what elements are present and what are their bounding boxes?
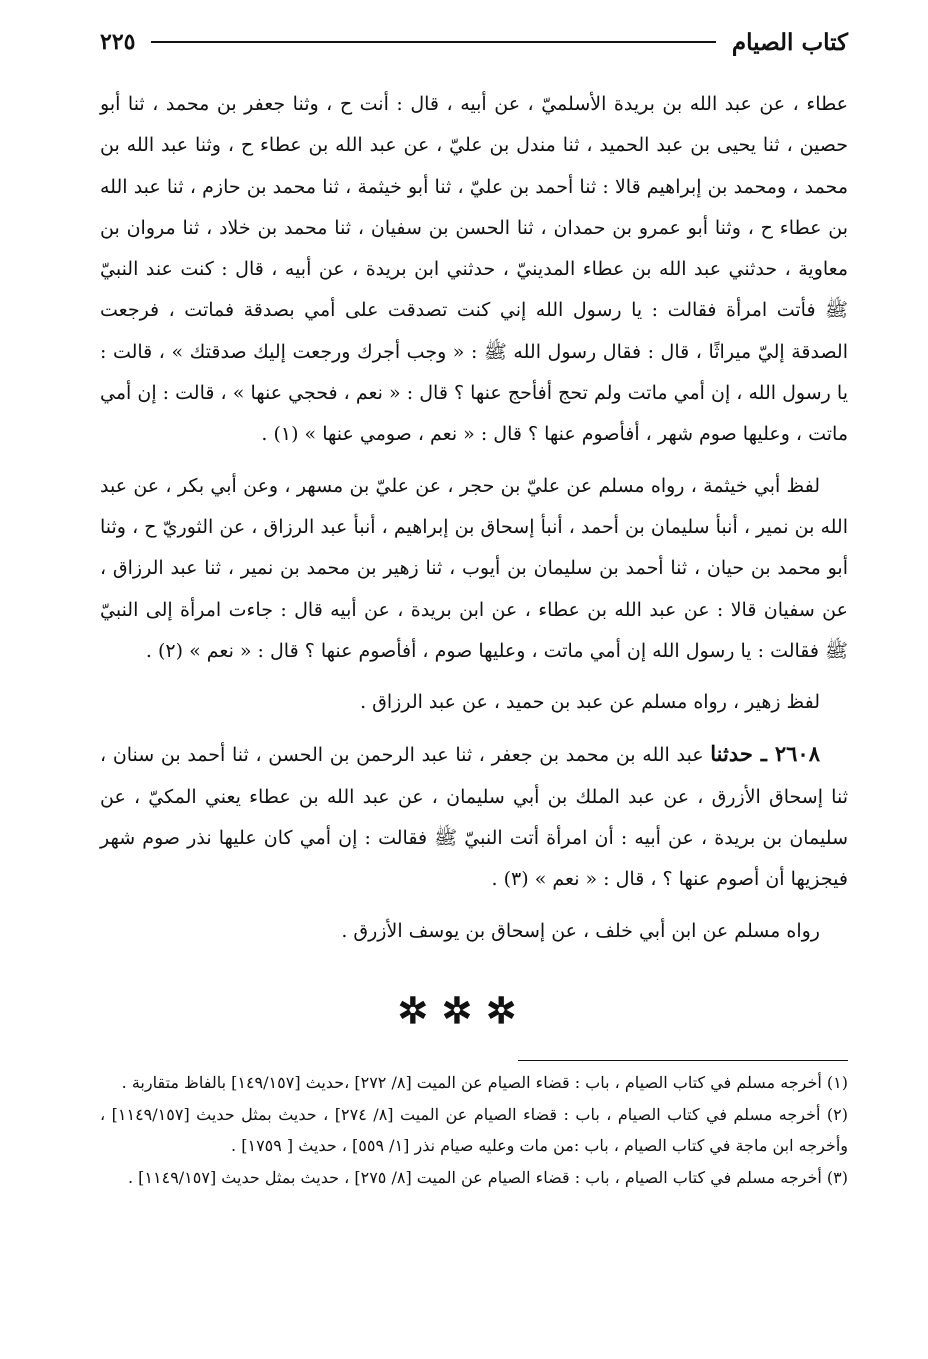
header-rule <box>151 41 715 43</box>
book-title: كتاب الصيام <box>731 28 848 56</box>
footnotes <box>100 1067 848 1193</box>
hadith-number: ٢٦٠٨ ـ حدثنا <box>710 741 820 767</box>
section-ornament: ✲✲✲ <box>397 990 531 1032</box>
page-header <box>100 22 848 62</box>
footnote-3: (٣) أخرجه مسلم في كتاب الصيام ، باب : قضاء الصيام عن الميت [٨/ ٢٧٥] ، حديث بمثل حديث [١١٤٩/١٥٧] . <box>127 1167 848 1187</box>
page-number: ٢٢٥ <box>100 29 136 55</box>
footnote-2: (٢) أخرجه مسلم في كتاب الصيام ، باب : قضاء الصيام عن الميت [٨/ ٢٧٤] ، حديث بمثل حديث [١١٤٩/١٥٧] ، وأخرجه ابن ماجة في كتاب الصيام ، باب :من مات وعليه صيام نذر [١/ ٥٥٩] ، حديث [ ١٧٥٩] . <box>100 1104 848 1155</box>
footnote-separator <box>518 1060 848 1061</box>
main-text <box>100 84 848 952</box>
paragraph-2: لفظ أبي خيثمة ، رواه مسلم عن عليّ بن حجر ، عن عليّ بن مسهر ، وعن أبي بكر ، عن عبد الله بن نمير ، أنبأ سليمان بن أحمد ، أنبأ إسحاق بن إبراهيم ، أنبأ عبد الرزاق ، عن الثوريّ ح ، وثنا أبو محمد بن حيان ، ثنا أحمد بن سليمان بن أيوب ، ثنا زهير بن محمد بن نمير ، ثنا عبد الرزاق ، عن سفيان قالا : عن عبد الله بن عطاء ، عن ابن بريدة ، عن أبيه قال : جاءت امرأة إلى النبيّ ﷺ فقالت : يا رسول الله إن أمي ماتت ، وعليها صوم ، أفأصوم عنها ؟ قال : « نعم » (٢) . <box>100 474 848 662</box>
hadith-2608 <box>100 733 848 900</box>
paragraph-1: عطاء ، عن عبد الله بن بريدة الأسلميّ ، عن أبيه ، قال : أنت ح ، وثنا جعفر بن محمد ، ثنا أبو حصين ، ثنا يحيى بن عبد الحميد ، ثنا مندل بن عليّ ، عن عبد الله بن عطاء ح ، وثنا عبد الله بن محمد ، ومحمد بن إبراهيم قالا : ثنا أحمد بن عليّ ، ثنا أبو خيثمة ، ثنا محمد بن حازم ، ثنا عبد الله بن عطاء ح ، وثنا أبو عمرو بن حمدان ، ثنا الحسن بن سفيان ، ثنا محمد بن خلاد ، ثنا مروان بن معاوية ، حدثني عبد الله بن عطاء المدينيّ ، حدثني ابن بريدة ، عن أبيه ، قال : كنت عند النبيّ ﷺ فأتت امرأة فقالت : يا رسول الله إني كنت تصدقت على أمي بصدقة فماتت ، فرجعت الصدقة إليّ ميراثًا ، قال : فقال رسول الله ﷺ : « وجب أجرك ورجعت إليك صدقتك » ، قالت : يا رسول الله ، إن أمي ماتت ولم تحج أفأحج عنها ؟ قال : « نعم ، فحجي عنها » ، قالت : إن أمي ماتت ، وعليها صوم شهر ، أفأصوم عنها ؟ قال : « نعم ، صومي عنها » (١) . <box>100 93 848 446</box>
paragraph-3: لفظ زهير ، رواه مسلم عن عبد بن حميد ، عن عبد الرزاق . <box>360 691 820 714</box>
paragraph-5: رواه مسلم عن ابن أبي خلف ، عن إسحاق بن يوسف الأزرق . <box>341 919 820 942</box>
hadith-text: عبد الله بن محمد بن جعفر ، ثنا عبد الرحمن بن الحسن ، ثنا أحمد بن سنان ، ثنا إسحاق الأزرق ، عن عبد الملك بن أبي سليمان ، عن عبد الله بن عطاء يعني المكيّ ، عن سليمان بن بريدة ، عن أبيه : أن امرأة أتت النبيّ ﷺ فقالت : إن أمي كان عليها نذر صوم شهر فيجزيها أن أصوم عنها ؟ ، قال : « نعم » (٣) . <box>100 744 848 891</box>
footnote-1: (١) أخرجه مسلم في كتاب الصيام ، باب : قضاء الصيام عن الميت [٨/ ٢٧٢] ،حديث [١٤٩/١٥٧] بالفاظ متقاربة . <box>121 1073 848 1092</box>
